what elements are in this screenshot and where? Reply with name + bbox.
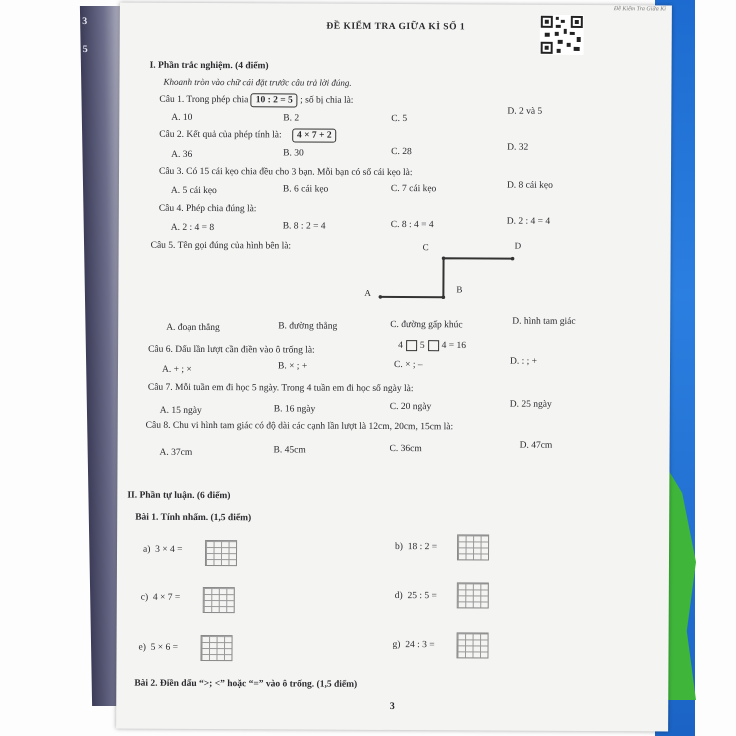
item-label: a) xyxy=(143,544,151,555)
answer-grid[interactable] xyxy=(457,534,489,560)
q5-option-a[interactable]: A. đoạn thẳng xyxy=(166,322,220,334)
q8-option-d[interactable]: D. 47cm xyxy=(519,440,553,451)
answer-grid[interactable] xyxy=(457,582,489,608)
item-label: b) xyxy=(395,542,404,553)
q3-option-d[interactable]: D. 8 cái kẹo xyxy=(506,180,553,191)
q1-option-a[interactable]: A. 10 xyxy=(171,112,193,123)
answer-grid[interactable] xyxy=(200,635,232,661)
q4-option-c[interactable]: C. 8 : 4 = 4 xyxy=(390,219,434,231)
q6-option-d[interactable]: D. : ; + xyxy=(510,356,538,367)
q2-option-a[interactable]: A. 36 xyxy=(171,149,193,160)
q2-option-c[interactable]: C. 28 xyxy=(391,146,412,158)
q5-option-c[interactable]: C. đường gấp khúc xyxy=(390,319,463,331)
item-label: e) xyxy=(138,642,146,653)
item-expression: 25 : 5 = xyxy=(407,591,437,602)
q6-option-b[interactable]: B. × ; + xyxy=(277,361,308,372)
bai1-item-d xyxy=(395,591,437,601)
bai1-item-a xyxy=(143,545,183,555)
q3-option-a[interactable]: A. 5 cái kẹo xyxy=(170,185,217,197)
q6-option-a[interactable]: A. + ; × xyxy=(161,364,192,375)
answer-grid[interactable] xyxy=(456,632,488,658)
left-page-number: 5 xyxy=(82,44,88,55)
expr-number: 5 xyxy=(419,340,425,351)
question-4-text: Câu 4. Phép chia đúng là: xyxy=(158,203,257,215)
question-6-text: Câu 6. Dấu lần lượt cần điền vào ô trống là: xyxy=(148,344,315,356)
q2-option-d[interactable]: D. 32 xyxy=(507,142,529,153)
page-number: 3 xyxy=(389,700,395,713)
question-1-expression: 10 : 2 = 5 xyxy=(251,93,298,107)
question-2-text: Câu 2. Kết quả của phép tính là: xyxy=(159,129,282,141)
part1-instruction: Khoanh tròn vào chữ cái đặt trước câu trả lời đúng. xyxy=(163,76,352,88)
q6-option-c[interactable]: C. × ; – xyxy=(393,360,423,371)
question-1-text-after: ; số bị chia là: xyxy=(300,95,354,106)
q5-option-b[interactable]: B. đường thẳng xyxy=(278,321,338,332)
q5-option-d[interactable]: D. hình tam giác xyxy=(512,316,576,327)
question-1-text: Câu 1. Trong phép chia xyxy=(159,94,249,106)
item-label: g) xyxy=(392,639,401,651)
item-expression: 18 : 2 = xyxy=(407,542,438,553)
item-label: d) xyxy=(394,591,403,602)
q8-option-a[interactable]: A. 37cm xyxy=(159,447,193,458)
q7-option-a[interactable]: A. 15 ngày xyxy=(159,405,202,416)
bai2-heading: Bài 2. Điền dấu “>; <” hoặc “=” vào ô trống. (1,5 điểm) xyxy=(134,678,358,690)
q7-option-b[interactable]: B. 16 ngày xyxy=(273,404,316,415)
question-7-text: Câu 7. Mỗi tuần em đi học 5 ngày. Trong 4 tuần em đi học số ngày là: xyxy=(147,382,414,395)
item-expression: 3 × 4 = xyxy=(155,544,183,555)
item-expression: 5 × 6 = xyxy=(150,642,179,653)
figure-label-a: A xyxy=(364,287,371,298)
figure-label-c: C xyxy=(422,242,429,253)
q1-option-b[interactable]: B. 2 xyxy=(283,113,300,124)
blank-box[interactable] xyxy=(428,340,439,351)
answer-grid[interactable] xyxy=(203,587,235,613)
question-8-text: Câu 8. Chu vi hình tam giác có độ dài các cạnh lần lượt là 12cm, 20cm, 15cm là: xyxy=(145,420,454,433)
figure-label-d: D xyxy=(514,240,522,251)
bai1-item-b xyxy=(395,542,437,552)
question-5-text: Câu 5. Tên gọi đúng của hình bên là: xyxy=(150,240,292,252)
part2-heading: II. Phần tự luận. (6 điểm) xyxy=(127,490,231,502)
q4-option-d[interactable]: D. 2 : 4 = 4 xyxy=(506,216,551,227)
q1-option-c[interactable]: C. 5 xyxy=(391,113,408,125)
q8-option-c[interactable]: C. 36cm xyxy=(389,443,422,455)
page-title: ĐỀ KIỂM TRA GIỮA KÌ SỐ 1 xyxy=(326,21,466,33)
bai1-item-g xyxy=(393,640,435,650)
q3-option-b[interactable]: B. 6 cái kẹo xyxy=(282,184,329,195)
item-label: c) xyxy=(140,592,149,603)
q4-option-b[interactable]: B. 8 : 2 = 4 xyxy=(282,221,326,232)
answer-grid[interactable] xyxy=(205,540,237,566)
left-page-number: 3 xyxy=(82,16,88,27)
question-3-text: Câu 3. Có 15 cái kẹo chia đều cho 3 bạn. Mỗi bạn có số cái kẹo là: xyxy=(158,166,413,179)
expr-result: 4 = 16 xyxy=(441,340,466,352)
question-2-expression: 4 × 7 + 2 xyxy=(292,128,337,142)
bai1-item-e xyxy=(139,643,179,653)
q8-option-b[interactable]: B. 45cm xyxy=(273,445,306,456)
part1-heading: I. Phần trắc nghiệm. (4 điểm) xyxy=(149,60,269,72)
header-corner-text: Đề Kiểm Tra Giữa Kì xyxy=(613,6,666,13)
expr-number: 4 xyxy=(398,340,403,351)
bai1-heading: Bài 1. Tính nhẩm. (1,5 điểm) xyxy=(135,512,252,524)
q3-option-c[interactable]: C. 7 cái kẹo xyxy=(390,183,437,195)
q1-option-d[interactable]: D. 2 và 5 xyxy=(507,106,543,117)
q4-option-a[interactable]: A. 2 : 4 = 8 xyxy=(170,222,215,234)
exam-page xyxy=(116,3,672,732)
q7-option-c[interactable]: C. 20 ngày xyxy=(389,401,432,413)
q7-option-d[interactable]: D. 25 ngày xyxy=(509,399,552,410)
blank-box[interactable] xyxy=(406,340,417,351)
polyline-figure xyxy=(118,3,672,326)
item-expression: 4 × 7 = xyxy=(152,592,181,603)
q2-option-b[interactable]: B. 30 xyxy=(283,148,304,159)
question-6-expression xyxy=(398,340,466,351)
figure-label-b: B xyxy=(456,284,463,295)
item-expression: 24 : 3 = xyxy=(405,640,435,651)
bai1-item-c xyxy=(141,593,181,603)
